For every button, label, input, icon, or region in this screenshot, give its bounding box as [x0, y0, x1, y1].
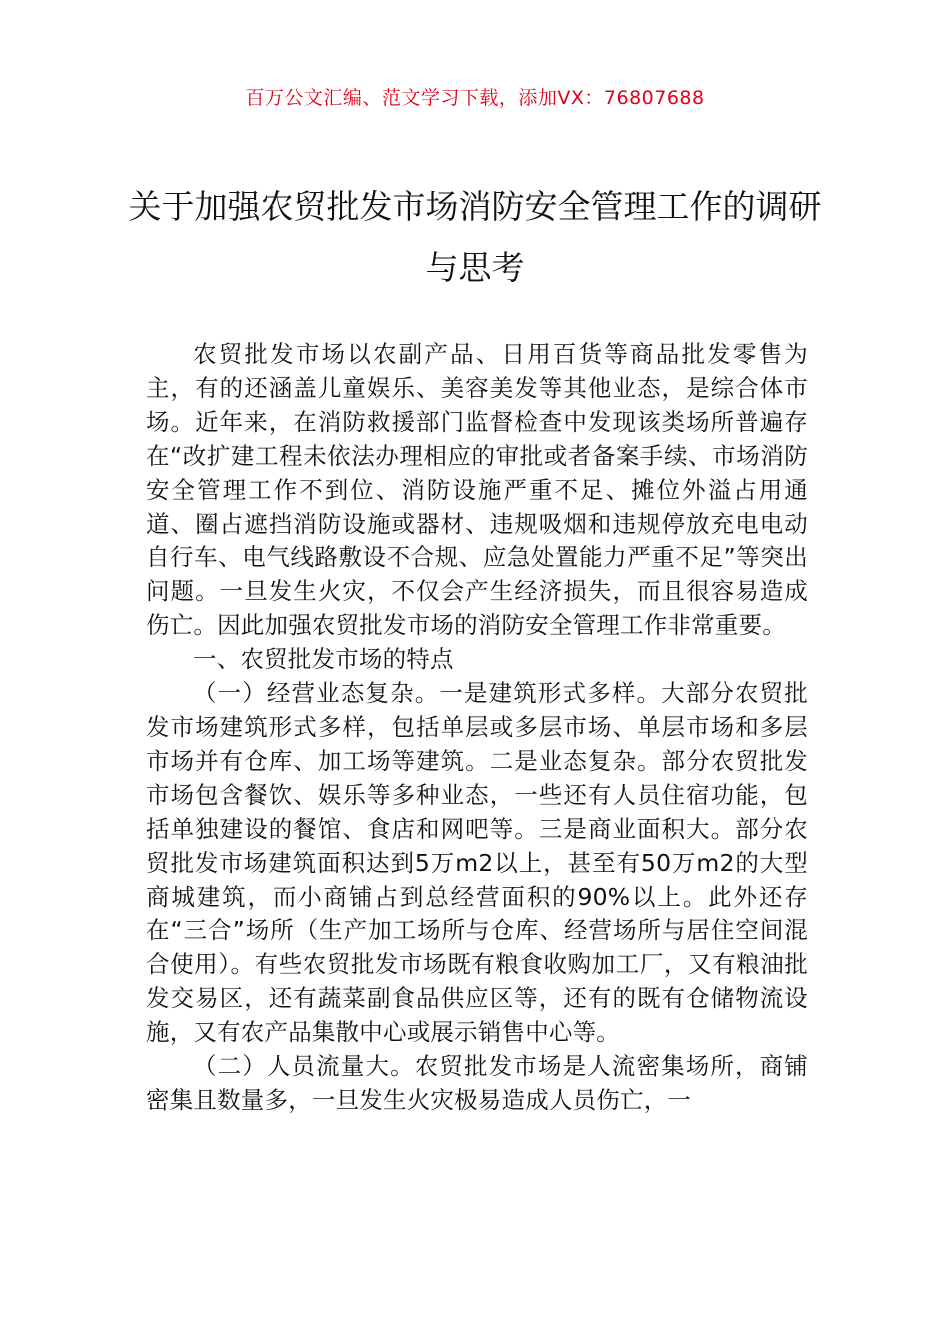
- section-heading: 一、农贸批发市场的特点: [193, 645, 454, 674]
- watermark-banner: 百万公文汇编、范文学习下载，添加VX：76807688: [245, 87, 705, 109]
- intro-paragraph: 农贸批发市场以农副产品、日用百货等商品批发零售为主，有的还涵盖儿童娱乐、美容美发等其他业态，是综合体市场。近年来，在消防救援部门监督检查中发现该类场所普遍存在“改扩建工程未依法办理相应的审批或者备案手续、市场消防安全管理工作不到位、消防设施严重不足、摊位外溢占用通道、圈占遮挡消防设施或器材、违规吸烟和违规停放充电电动自行车、电气线路敷设不合规、应急处置能力严重不足”等突出问题。一旦发生火灾，不仅会产生经济损失，而且很容易造成伤亡。因此加强农贸批发市场的消防安全管理工作非常重要。: [146, 340, 808, 640]
- document-title: 关于加强农贸批发市场消防安全管理工作的调研与思考: [128, 187, 822, 287]
- body-paragraph: （一）经营业态复杂。一是建筑形式多样。大部分农贸批发市场建筑形式多样，包括单层或多层市场、单层市场和多层市场并有仓库、加工场等建筑。二是业态复杂。部分农贸批发市场包含餐饮、娱乐等多种业态，一些还有人员住宿功能，包括单独建设的餐馆、食店和网吧等。三是商业面积大。部分农贸批发市场建筑面积达到5万m2以上，甚至有50万m2的大型商城建筑，而小商铺占到总经营面积的90%以上。此外还存在“三合”场所（生产加工场所与仓库、经营场所与居住空间混合使用）。有些农贸批发市场既有粮食收购加工厂，又有粮油批发交易区，还有蔬菜副食品供应区等，还有的既有仓储物流设施，又有农产品集散中心或展示销售中心等。: [146, 679, 808, 1047]
- document-body: [146, 338, 808, 1118]
- body-paragraph: （二）人员流量大。农贸批发市场是人流密集场所，商铺密集且数量多，一旦发生火灾极易造成人员伤亡，一: [146, 1052, 808, 1114]
